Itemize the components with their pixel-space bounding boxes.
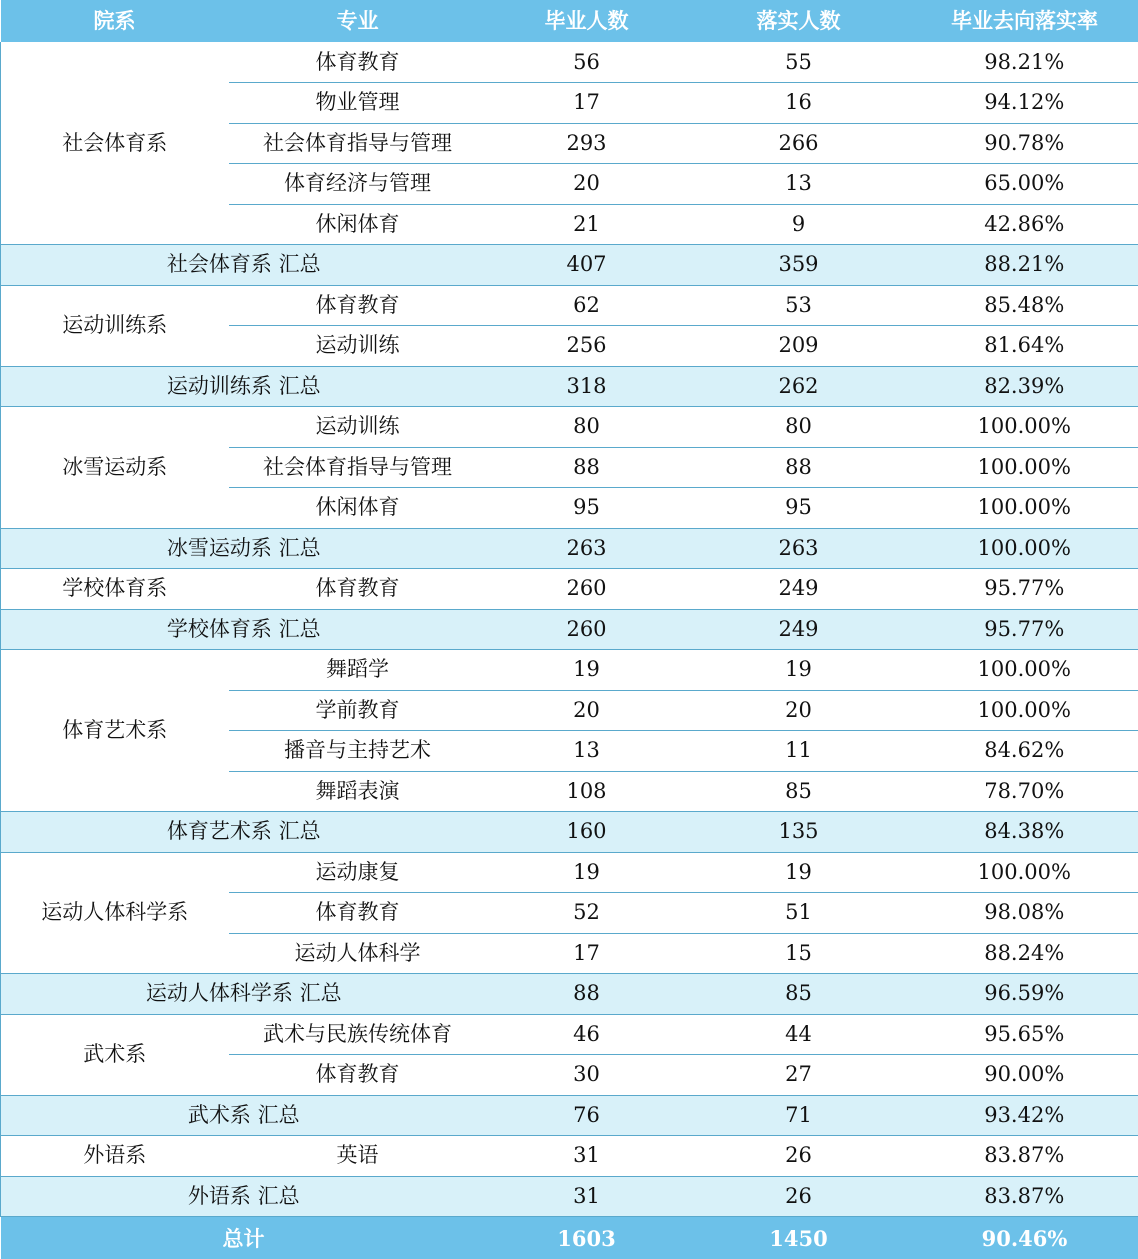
subtotal-rate: 96.59% — [911, 974, 1138, 1015]
rate-cell: 42.86% — [911, 204, 1138, 245]
table-header-row — [1, 0, 1138, 42]
major-cell: 体育教育 — [229, 42, 487, 83]
subtotal-rate: 84.38% — [911, 812, 1138, 853]
department-cell: 武术系 — [1, 1014, 229, 1095]
major-cell: 运动人体科学 — [229, 933, 487, 974]
subtotal-placed: 359 — [687, 245, 911, 286]
major-cell: 休闲体育 — [229, 488, 487, 529]
placed-cell: 266 — [687, 123, 911, 164]
graduates-cell: 21 — [487, 204, 687, 245]
subtotal-placed: 249 — [687, 609, 911, 650]
major-cell: 社会体育指导与管理 — [229, 123, 487, 164]
subtotal-label: 体育艺术系 汇总 — [1, 812, 487, 853]
header-placed: 落实人数 — [687, 0, 911, 42]
major-cell: 运动训练 — [229, 326, 487, 367]
graduates-cell: 19 — [487, 852, 687, 893]
major-cell: 体育教育 — [229, 1055, 487, 1096]
graduates-cell: 20 — [487, 164, 687, 205]
subtotal-row — [1, 1095, 1138, 1136]
subtotal-graduates: 31 — [487, 1176, 687, 1217]
subtotal-graduates: 76 — [487, 1095, 687, 1136]
placed-cell: 209 — [687, 326, 911, 367]
placed-cell: 19 — [687, 650, 911, 691]
header-department: 院系 — [1, 0, 229, 42]
subtotal-rate: 82.39% — [911, 366, 1138, 407]
total-row — [1, 1217, 1138, 1259]
subtotal-label: 社会体育系 汇总 — [1, 245, 487, 286]
table-row — [1, 569, 1138, 610]
subtotal-graduates: 263 — [487, 528, 687, 569]
subtotal-row — [1, 366, 1138, 407]
subtotal-graduates: 160 — [487, 812, 687, 853]
subtotal-placed: 71 — [687, 1095, 911, 1136]
placed-cell: 20 — [687, 690, 911, 731]
subtotal-graduates: 407 — [487, 245, 687, 286]
graduates-cell: 46 — [487, 1014, 687, 1055]
header-major: 专业 — [229, 0, 487, 42]
graduates-cell: 20 — [487, 690, 687, 731]
placed-cell: 85 — [687, 771, 911, 812]
major-cell: 社会体育指导与管理 — [229, 447, 487, 488]
rate-cell: 98.08% — [911, 893, 1138, 934]
total-graduates: 1603 — [487, 1217, 687, 1259]
rate-cell: 81.64% — [911, 326, 1138, 367]
major-cell: 体育教育 — [229, 893, 487, 934]
graduates-cell: 17 — [487, 933, 687, 974]
table-row — [1, 1136, 1138, 1177]
graduates-cell: 31 — [487, 1136, 687, 1177]
placed-cell: 9 — [687, 204, 911, 245]
subtotal-label: 学校体育系 汇总 — [1, 609, 487, 650]
subtotal-label: 运动训练系 汇总 — [1, 366, 487, 407]
graduates-cell: 256 — [487, 326, 687, 367]
placed-cell: 55 — [687, 42, 911, 83]
graduates-cell: 17 — [487, 83, 687, 124]
subtotal-graduates: 88 — [487, 974, 687, 1015]
subtotal-label: 运动人体科学系 汇总 — [1, 974, 487, 1015]
rate-cell: 100.00% — [911, 690, 1138, 731]
rate-cell: 100.00% — [911, 407, 1138, 448]
subtotal-row — [1, 609, 1138, 650]
department-cell: 运动训练系 — [1, 285, 229, 366]
graduates-cell: 88 — [487, 447, 687, 488]
rate-cell: 90.78% — [911, 123, 1138, 164]
placed-cell: 15 — [687, 933, 911, 974]
rate-cell: 83.87% — [911, 1136, 1138, 1177]
rate-cell: 95.77% — [911, 569, 1138, 610]
subtotal-label: 武术系 汇总 — [1, 1095, 487, 1136]
graduates-cell: 95 — [487, 488, 687, 529]
major-cell: 播音与主持艺术 — [229, 731, 487, 772]
rate-cell: 100.00% — [911, 488, 1138, 529]
subtotal-placed: 263 — [687, 528, 911, 569]
rate-cell: 100.00% — [911, 852, 1138, 893]
graduates-cell: 19 — [487, 650, 687, 691]
placed-cell: 51 — [687, 893, 911, 934]
department-cell: 社会体育系 — [1, 42, 229, 245]
total-rate: 90.46% — [911, 1217, 1138, 1259]
graduates-cell: 293 — [487, 123, 687, 164]
subtotal-placed: 85 — [687, 974, 911, 1015]
major-cell: 英语 — [229, 1136, 487, 1177]
table-row — [1, 42, 1138, 83]
placed-cell: 11 — [687, 731, 911, 772]
department-cell: 学校体育系 — [1, 569, 229, 610]
subtotal-graduates: 318 — [487, 366, 687, 407]
rate-cell: 100.00% — [911, 650, 1138, 691]
subtotal-rate: 93.42% — [911, 1095, 1138, 1136]
rate-cell: 98.21% — [911, 42, 1138, 83]
graduates-cell: 108 — [487, 771, 687, 812]
table-body — [1, 42, 1138, 1259]
major-cell: 武术与民族传统体育 — [229, 1014, 487, 1055]
department-cell: 冰雪运动系 — [1, 407, 229, 529]
placed-cell: 13 — [687, 164, 911, 205]
subtotal-row — [1, 974, 1138, 1015]
placed-cell: 88 — [687, 447, 911, 488]
placed-cell: 16 — [687, 83, 911, 124]
subtotal-row — [1, 1176, 1138, 1217]
department-cell: 外语系 — [1, 1136, 229, 1177]
placed-cell: 19 — [687, 852, 911, 893]
major-cell: 体育教育 — [229, 285, 487, 326]
rate-cell: 100.00% — [911, 447, 1138, 488]
subtotal-placed: 262 — [687, 366, 911, 407]
rate-cell: 90.00% — [911, 1055, 1138, 1096]
major-cell: 运动训练 — [229, 407, 487, 448]
subtotal-rate: 100.00% — [911, 528, 1138, 569]
placed-cell: 26 — [687, 1136, 911, 1177]
subtotal-row — [1, 528, 1138, 569]
major-cell: 舞蹈表演 — [229, 771, 487, 812]
major-cell: 体育教育 — [229, 569, 487, 610]
placed-cell: 95 — [687, 488, 911, 529]
major-cell: 运动康复 — [229, 852, 487, 893]
graduates-cell: 56 — [487, 42, 687, 83]
graduates-cell: 80 — [487, 407, 687, 448]
table-row — [1, 285, 1138, 326]
subtotal-label: 外语系 汇总 — [1, 1176, 487, 1217]
subtotal-rate: 95.77% — [911, 609, 1138, 650]
header-graduates: 毕业人数 — [487, 0, 687, 42]
major-cell: 学前教育 — [229, 690, 487, 731]
subtotal-rate: 83.87% — [911, 1176, 1138, 1217]
department-cell: 体育艺术系 — [1, 650, 229, 812]
rate-cell: 65.00% — [911, 164, 1138, 205]
table-row — [1, 852, 1138, 893]
graduates-cell: 52 — [487, 893, 687, 934]
subtotal-label: 冰雪运动系 汇总 — [1, 528, 487, 569]
rate-cell: 78.70% — [911, 771, 1138, 812]
graduates-cell: 30 — [487, 1055, 687, 1096]
table-row — [1, 407, 1138, 448]
subtotal-placed: 26 — [687, 1176, 911, 1217]
placed-cell: 249 — [687, 569, 911, 610]
rate-cell: 95.65% — [911, 1014, 1138, 1055]
header-rate: 毕业去向落实率 — [911, 0, 1138, 42]
rate-cell: 88.24% — [911, 933, 1138, 974]
major-cell: 体育经济与管理 — [229, 164, 487, 205]
table-row — [1, 650, 1138, 691]
graduates-cell: 13 — [487, 731, 687, 772]
major-cell: 舞蹈学 — [229, 650, 487, 691]
rate-cell: 94.12% — [911, 83, 1138, 124]
table-row — [1, 1014, 1138, 1055]
rate-cell: 85.48% — [911, 285, 1138, 326]
graduates-cell: 62 — [487, 285, 687, 326]
major-cell: 物业管理 — [229, 83, 487, 124]
subtotal-rate: 88.21% — [911, 245, 1138, 286]
subtotal-row — [1, 812, 1138, 853]
subtotal-graduates: 260 — [487, 609, 687, 650]
subtotal-placed: 135 — [687, 812, 911, 853]
department-cell: 运动人体科学系 — [1, 852, 229, 974]
total-label: 总计 — [1, 1217, 487, 1259]
total-placed: 1450 — [687, 1217, 911, 1259]
subtotal-row — [1, 245, 1138, 286]
placed-cell: 27 — [687, 1055, 911, 1096]
major-cell: 休闲体育 — [229, 204, 487, 245]
placed-cell: 44 — [687, 1014, 911, 1055]
placed-cell: 53 — [687, 285, 911, 326]
placed-cell: 80 — [687, 407, 911, 448]
graduates-cell: 260 — [487, 569, 687, 610]
rate-cell: 84.62% — [911, 731, 1138, 772]
